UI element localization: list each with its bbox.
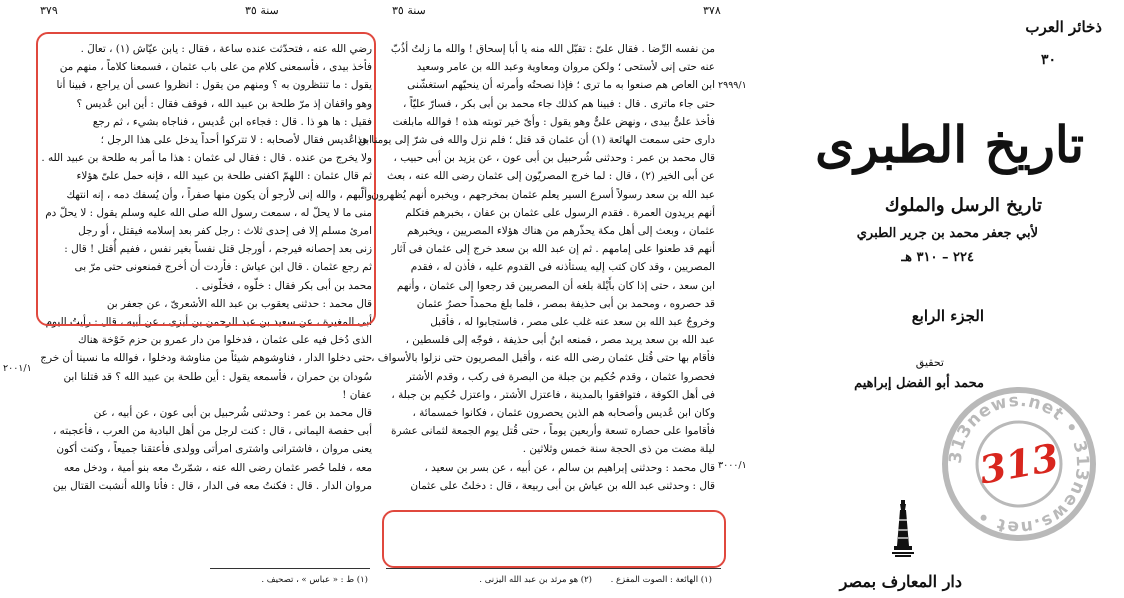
text-line: من نفسه الرِّضا . فقال علىّ : تقبّل الله منه يا أبا إسحاق ! والله ما زلتُ أذُبّ [390,43,715,55]
text-line: ليلة مضت من ذى الحجة سنة خمس وثلاثين . [522,443,715,456]
text-line: ولا يخرج من عنده . قال : فقال لى عثمان : هذا ما أمر به طلحة بن عبيد الله . [41,152,372,165]
text-line: يقول : ما تنتظرون به ؟ ومنهم من يقول : انظروا عسى أن يراجع ، فبينا أنا [56,79,372,92]
text-line: حتى جاء ماترى . قال : فبينا هم كذلك جاء محمد بن أبى بكر ، فسارّ عليّاً ، [403,97,715,110]
text-line: معه ، فلما حُصر عثمان رضى الله عنه ، شمّرتْ معه بنو أمية ، ودخل معه [63,461,372,474]
book-subtitle: تاريخ الرسل والملوك [884,195,1042,216]
page-379 [0,0,380,598]
text-line: ابن العاص هم صنعوا به ما ترى ؛ فإذا نصحتُه وأمرته أن ينحيّهم استغشّنى [407,79,715,92]
text-line: فأقاموا على حصاره تسعة وأربعين يوماً ، حتى قُتل يوم الجمعة لثمانى عشرة [391,425,715,438]
highlight-box [382,510,726,568]
text-line: امرئ مسلم إلا فى إحدى ثلاث : رجل كفر بعد إسلامه فيقتل ، أو رجل [78,225,372,238]
text-line: رضي الله عنه ، فتحدّثت عنده ساعة ، فقال : يابن عيّاش (١) ، تعالَ . [80,43,372,55]
text-line: عن أبى الخير (٢) ، قال : لما خرج المصريّون إلى عثمان رضى الله عنه ، بعث [387,170,715,183]
text-line: حتى دخلوا الدار ، فناوشوهم شيئاً من مناوشة ودخلوا ، فوالله ما نسينا أن خرج [40,352,372,365]
text-line: دارى حتى سمعت الهائعة (١) أن عثمان قد قتل ؛ فلم نزل والله فى شرّ إلى يومنا هذا . [347,134,715,147]
text-line: فى أهل الكوفة ، فتوافقوا بالمدينة ، فاعتزل الأشتر ، واعتزل حُكيم بن جبلة ، [391,388,715,401]
footnote: (٢) هو مرثد بن عبد الله اليزنى . [479,575,592,585]
text-line: قال : وحدثنى عبد الله بن عياش بن أبى ربيعة ، قال : دخلتُ على عثمان [410,479,715,492]
text-line: ثم قال عثمان : اللهمّ اكفنى طلحة بن عبيد الله ، فإنه حمل علىّ هؤلاء [76,170,372,183]
page-378-body [347,40,715,495]
text-line: قال محمد : وحدثنى إبراهيم بن سالم ، عن أبيه ، عن بسر بن سعيد ، [424,461,715,474]
stamp-ring-text: 313news.net • 313news.net • [945,390,1093,538]
text-line: ابن عُديس فقال لأصحابه : لا تتركوا أحداً يدخل على هذا الرجل ؛ [100,134,372,147]
watermark-stamp [940,385,1098,543]
text-line: قال محمد : حدثنى يعقوب بن عبد الله الأشعرىّ ، عن جعفر بن [106,297,372,310]
page-year: سنة ٣٥ [392,4,426,17]
text-line: سُودان بن حمران ، فأسمعه يقول : أين طلحة بن عبيد الله ؟ قد قتلنا ابن [63,370,372,383]
text-line: أبى حفصة اليمانى ، قال : كنت لرجل من أهل البادية من العرب ، فأعجبته ، [53,425,372,438]
volume-part: الجزء الرابع [911,307,984,325]
text-line: فأخذ بيدى ، فأسمعنى كلام من على باب عثمان ، فسمعنا كلاماً ، منهم من [59,61,372,74]
text-line: مروان الدار . قال : فكنتُ معه فى الدار ، قال : فأنا والله أنشبت القتال بين [52,479,372,492]
author-dates: ٢٢٤ – ٣١٠ هـ [901,250,974,265]
text-line: فأقام بها حتى قُتل عثمان رضى الله عنه ، وأقبل المصريون حتى نزلوا بالأسواف ، [371,352,715,365]
author: لأبي جعفر محمد بن جرير الطبري [856,226,1038,241]
text-line: ابن سعد ، حتى إذا كان بأَيْلة بلغه أن المصريين قد رجعوا إلى عثمان ، وأنهم [396,279,715,292]
text-line: ثم رجع عثمان . قال ابن عياش : فأردت أن أخرج فمنعونى حتى مرّ بى [74,261,372,274]
text-line: أنهم يريدون العمرة . فقدم الرسول على عثمان بن عفان ، بخبرهم فتكلم [405,206,715,219]
text-line: وألّبهم ، والله إنى لأرجو أن يكون منها صفراً ، وأن يُسفك دمه ، إنه انتهك [66,188,372,201]
text-line: وخروجُ عبد الله بن سعد عنه غلب على مصر ، فاستجابوا له ، فأقبل [430,316,715,329]
page-number: ٣٧٨ [703,4,721,17]
page-378 [347,0,775,598]
footnote: (١) الهائعة : الصوت المفزع . [610,575,712,585]
text-line: عثمان ، وبعث إلى أهل مكة يحذّرهم من هناك هؤلاء المصريين ، ويخبرهم [407,225,715,238]
text-line: فأخذ علىٌّ بيدى ، ونهض علىٌّ وهو يقول : وأىّ خير توبته هذه ! فوالله مابلغت [392,115,715,128]
series-name: ذخائر العرب [1025,18,1102,36]
text-line: عبد الله بن سعد يريد مصر ، فمنعه ابنُ أبى حذيفة ، فوجّه إلى فلسطين ، [405,334,715,347]
text-line: عنه حتى إنى لأستحى ؛ ولكن مروان ومعاوية وعبد الله بن عامر وسعيد [416,61,715,74]
text-line: عبد الله بن سعد رسولاً أسرع السير يعلم عثمان بمخرجهم ، ويخبره أنهم يُظهرون [371,188,715,201]
margin-number: ٣٠٠٠/١ [718,460,747,471]
text-line: الذى دُخل فيه على عثمان ، فدخلوا من دار عمرو بن حزم خَوْخة هناك [78,334,372,347]
publisher: دار المعارف بمصر [839,572,962,591]
book-title: تاريخ الطبرى [815,115,1084,174]
footnote-rule [210,568,370,569]
text-line: قد حصروه ، ومحمد بن أبى حذيفة بمصر ، فلما بلغ محمداً حصرُ عثمان [416,297,715,310]
text-line: وكان ابن عُديس وأصحابه هم الذين يحصرون عثمان ، فكانوا خمسمائة ، [412,407,715,420]
footnote-rule [386,568,721,569]
lighthouse-logo-icon [892,500,914,558]
margin-number: ٢٠٠١/١ [3,363,32,374]
text-line: زنى بعد إحصانه فيرجم ، أورجل قتل نفساً بغير نفس ، ففيم أُقتل ! قال : [64,243,372,256]
page-number: ٣٧٩ [40,4,58,17]
text-line: منى ما لا يحلّ له ، سمعت رسول الله صلى الله عليه وسلم يقول : لا يحلّ دم [45,206,372,219]
editor: محمد أبو الفضل إبراهيم [854,376,984,391]
text-line: المصريين ، وقد كان كتب إليه يستأذنه فى القدوم عليه ، فأذن له ، فقدم [410,261,715,274]
text-line: يعنى مروان ، فاشترانى واشترى امرأتى وولدى فأعتقنا جميعاً ، وكنت أكون [56,443,372,456]
page-year: سنة ٣٥ [245,4,279,17]
editing-label: تحقيق [915,356,944,369]
text-line: أبى المغيرة ، عن سعيد بن عبد الرحمن بن أبزى ، عن أبيه ، قال : رأيتُ اليوم [45,316,372,329]
text-line: قال محمد بن عمر : وحدثنى شُرحبيل بن أبى عون ، عن أبيه ، عن [93,407,372,420]
highlight-box [36,32,376,326]
text-line: فقيل : ها هو ذا . قال : فجاءه ابن عُديس ، فناجاه بشيء ، ثم رجع [92,115,372,128]
text-line: محمد بن أبى بكر فقال : خلّوه ، فخلّونى . [195,279,372,292]
text-line: فحصروا عثمان ، وقدم حُكيم بن جبلة من البصرة فى ركب ، وقدم الأشتر [406,370,715,383]
series-number: ٣٠ [1040,52,1056,68]
footnote: (١) ط : « عباس » ، تصحيف . [261,575,368,585]
text-line: عفان ! [342,388,372,401]
margin-number: ٢٩٩٩/١ [718,80,747,91]
text-line: قال محمد بن عمر : وحدثنى شُرحبيل بن أبى عون ، عن يزيد بن أبى حبيب ، [393,152,715,165]
title-page [775,0,1124,598]
text-line: وهو واقفان إذ مرّ طلحة بن عبيد الله ، فوقف فقال : أين ابن عُديس ؟ [76,97,372,110]
text-line: أنهم قد طعنوا على إمامهم . ثم إن عبد الله بن سعد خرج إلى عثمان فى آثار [391,243,715,256]
stamp-number: 313 [975,434,1062,493]
